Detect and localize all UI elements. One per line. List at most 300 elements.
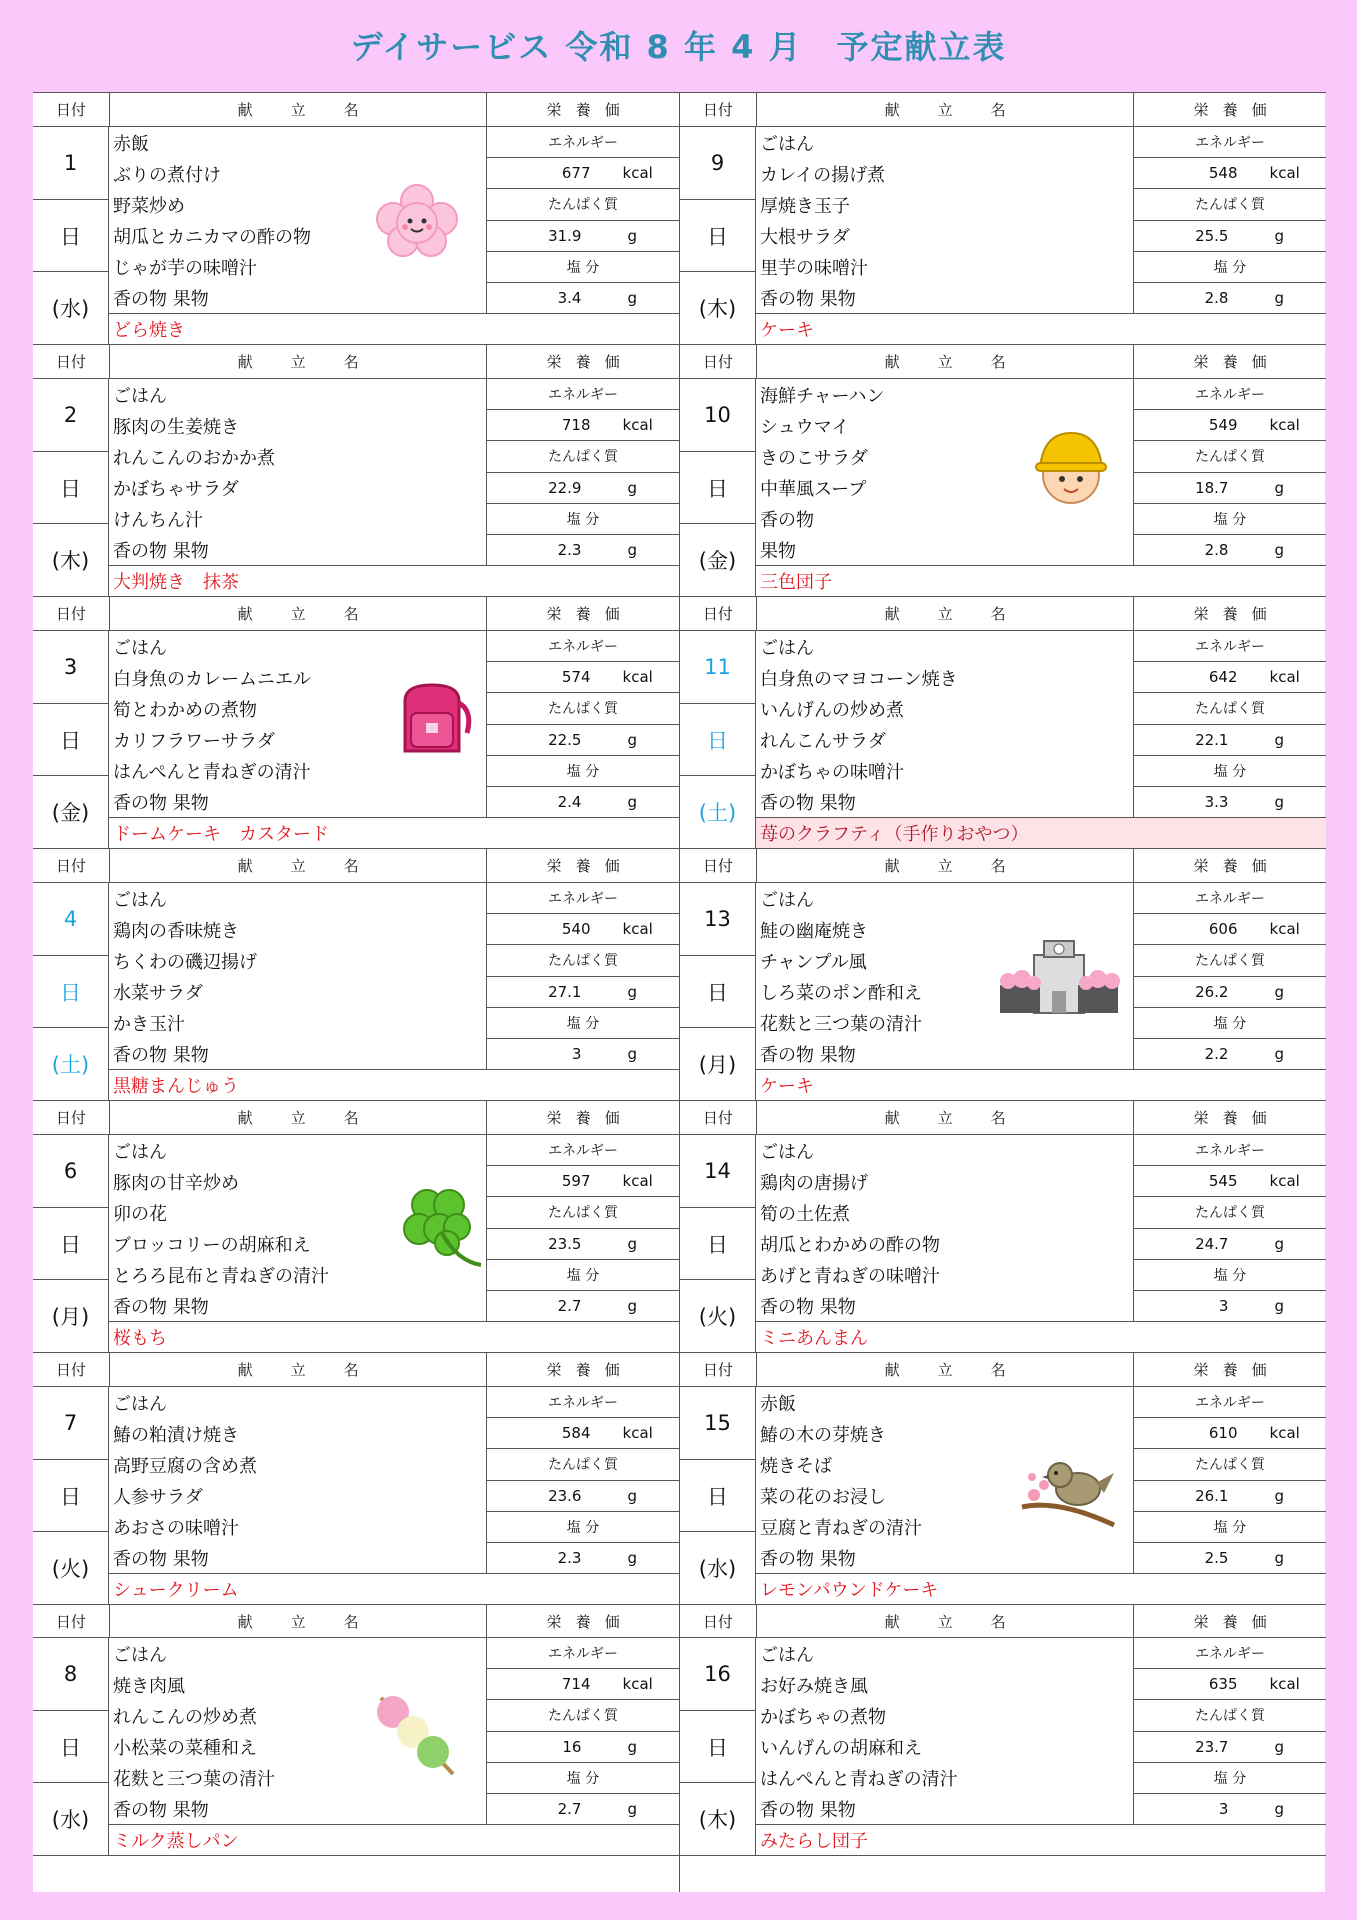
dish-list bbox=[756, 1135, 1134, 1321]
protein-value: 16 g bbox=[487, 1731, 679, 1762]
protein-label: たんぱく質 bbox=[487, 1196, 679, 1227]
dish-item: かき玉汁 bbox=[113, 1013, 185, 1035]
header-nutrition: 栄養価 bbox=[546, 605, 634, 623]
header-day: 日付 bbox=[33, 849, 110, 882]
block-header bbox=[680, 345, 1326, 379]
dish-item: 香の物 果物 bbox=[760, 792, 856, 814]
dish-item: 香の物 果物 bbox=[760, 1044, 856, 1066]
day-block-16 bbox=[680, 1604, 1326, 1856]
dish-item: 菜の花のお浸し bbox=[760, 1486, 886, 1508]
date-weekday: (水) bbox=[33, 271, 108, 344]
salt-value: 2.5 g bbox=[1134, 1542, 1326, 1573]
header-menu: 献立名 bbox=[110, 1605, 487, 1637]
date-weekday: (月) bbox=[33, 1279, 108, 1352]
menu-rows bbox=[109, 1638, 679, 1824]
nutrition-column bbox=[487, 127, 679, 313]
right-column bbox=[679, 92, 1326, 1892]
date-number: 13 bbox=[704, 906, 731, 931]
dish-item: 海鮮チャーハン bbox=[760, 385, 885, 407]
dish-item: とろろ昆布と青ねぎの清汁 bbox=[113, 1265, 329, 1287]
salt-label: 塩 分 bbox=[1134, 1511, 1326, 1542]
date-number: 10 bbox=[704, 402, 731, 427]
nutrition-column bbox=[487, 379, 679, 565]
salt-label: 塩 分 bbox=[487, 1511, 679, 1542]
day-block-10 bbox=[680, 344, 1326, 596]
protein-label: たんぱく質 bbox=[1134, 1448, 1326, 1479]
energy-label: エネルギー bbox=[548, 891, 618, 908]
menu-area bbox=[756, 631, 1326, 848]
energy-label: エネルギー bbox=[1195, 1143, 1265, 1160]
date-weekday: (月) bbox=[680, 1027, 755, 1100]
block-body bbox=[33, 1135, 679, 1352]
dish-item: ごはん bbox=[760, 133, 814, 155]
protein-value: 31.9 g bbox=[487, 220, 679, 251]
dish-item: 香の物 果物 bbox=[113, 540, 209, 562]
block-body bbox=[680, 1638, 1326, 1855]
dish-item: 香の物 果物 bbox=[760, 1799, 856, 1821]
dish-item: 小松菜の菜種和え bbox=[113, 1737, 257, 1759]
block-body bbox=[33, 883, 679, 1100]
dish-item: れんこんのおかか煮 bbox=[113, 447, 275, 469]
date-cell bbox=[33, 1135, 109, 1352]
salt-value: 3.3 g bbox=[1134, 786, 1326, 817]
dish-item: しろ菜のポン酢和え bbox=[760, 982, 922, 1004]
date-day-char: 日 bbox=[33, 1207, 108, 1280]
header-menu: 献立名 bbox=[110, 1353, 487, 1386]
energy-value: 606 kcal bbox=[1134, 913, 1326, 944]
nutrition-column bbox=[1134, 127, 1326, 313]
header-day: 日付 bbox=[680, 849, 757, 882]
header-day: 日付 bbox=[680, 597, 757, 630]
dish-item: ごはん bbox=[760, 1644, 814, 1666]
date-cell bbox=[680, 127, 756, 344]
menu-area bbox=[756, 1387, 1326, 1604]
menu-rows bbox=[109, 1387, 679, 1573]
day-block-6 bbox=[33, 1100, 679, 1352]
dish-item: 筍の土佐煮 bbox=[760, 1203, 850, 1225]
salt-label: 塩 分 bbox=[1134, 503, 1326, 534]
header-nutrition: 栄養価 bbox=[546, 101, 634, 119]
dish-item: 中華風スープ bbox=[760, 478, 867, 500]
block-body bbox=[680, 631, 1326, 848]
date-day-char: 日 bbox=[680, 451, 755, 524]
protein-label: たんぱく質 bbox=[487, 692, 679, 723]
salt-label: 塩 分 bbox=[1134, 1259, 1326, 1290]
dish-item: 焼き肉風 bbox=[113, 1675, 185, 1697]
header-menu: 献立名 bbox=[757, 1605, 1134, 1637]
dish-item: 水菜サラダ bbox=[113, 982, 203, 1004]
menu-rows bbox=[109, 379, 679, 565]
dish-item: はんぺんと青ねぎの清汁 bbox=[760, 1768, 958, 1790]
dish-item: 鶏肉の香味焼き bbox=[113, 920, 239, 942]
energy-label: エネルギー bbox=[1195, 135, 1265, 152]
menu-area bbox=[109, 1135, 679, 1352]
salt-label: 塩 分 bbox=[1134, 1007, 1326, 1038]
salt-label: 塩 分 bbox=[487, 1007, 679, 1038]
snack-row: レモンパウンドケーキ bbox=[756, 1573, 1326, 1604]
dish-item: 厚焼き玉子 bbox=[760, 195, 850, 217]
dish-list bbox=[756, 631, 1134, 817]
date-day-char: 日 bbox=[33, 703, 108, 776]
nutrition-column bbox=[487, 1135, 679, 1321]
dish-item: 鮭の幽庵焼き bbox=[760, 920, 868, 942]
salt-label: 塩 分 bbox=[1134, 1762, 1326, 1793]
menu-area bbox=[756, 883, 1326, 1100]
dish-item: ごはん bbox=[760, 1141, 814, 1163]
menu-rows bbox=[756, 127, 1326, 313]
date-number: 14 bbox=[704, 1158, 731, 1183]
snack-row: ケーキ bbox=[756, 1069, 1326, 1100]
header-menu: 献立名 bbox=[757, 1353, 1134, 1386]
header-menu: 献立名 bbox=[757, 1101, 1134, 1134]
dish-item: 鰆の粕漬け焼き bbox=[113, 1424, 239, 1446]
menu-rows bbox=[109, 1135, 679, 1321]
header-nutrition: 栄養価 bbox=[1193, 101, 1281, 119]
energy-value: 610 kcal bbox=[1134, 1417, 1326, 1448]
salt-value: 3 g bbox=[1134, 1290, 1326, 1321]
dish-item: じゃが芋の味噌汁 bbox=[113, 257, 257, 279]
energy-value: 635 kcal bbox=[1134, 1668, 1326, 1699]
protein-value: 23.7 g bbox=[1134, 1731, 1326, 1762]
nutrition-column bbox=[1134, 379, 1326, 565]
dish-item: 豚肉の甘辛炒め bbox=[113, 1172, 239, 1194]
dish-item: 香の物 果物 bbox=[113, 1296, 209, 1318]
menu-area bbox=[109, 1638, 679, 1855]
menu-rows bbox=[756, 1387, 1326, 1573]
date-weekday: (木) bbox=[680, 1782, 755, 1855]
dish-item: ごはん bbox=[113, 637, 167, 659]
date-cell bbox=[680, 379, 756, 596]
dish-item: チャンプル風 bbox=[760, 951, 867, 973]
header-nutrition: 栄養価 bbox=[546, 857, 634, 875]
block-header bbox=[680, 1353, 1326, 1387]
dish-item: 胡瓜とカニカマの酢の物 bbox=[113, 226, 311, 248]
header-day: 日付 bbox=[33, 597, 110, 630]
block-header bbox=[33, 597, 679, 631]
dango-icon bbox=[371, 1690, 461, 1784]
day-block-14 bbox=[680, 1100, 1326, 1352]
salt-label: 塩 分 bbox=[487, 1259, 679, 1290]
date-number: 1 bbox=[63, 150, 78, 175]
dish-item: シュウマイ bbox=[760, 416, 850, 438]
salt-value: 2.8 g bbox=[1134, 282, 1326, 313]
energy-label: エネルギー bbox=[548, 1646, 618, 1663]
header-menu: 献立名 bbox=[757, 345, 1134, 378]
snack-row: どら焼き bbox=[109, 313, 679, 344]
date-number: 15 bbox=[704, 1410, 731, 1435]
dish-item: はんぺんと青ねぎの清汁 bbox=[113, 761, 311, 783]
menu-area bbox=[756, 127, 1326, 344]
day-block-1 bbox=[33, 92, 679, 344]
date-day-char: 日 bbox=[680, 955, 755, 1028]
menu-rows bbox=[756, 883, 1326, 1069]
date-cell bbox=[680, 631, 756, 848]
day-block-3 bbox=[33, 596, 679, 848]
snack-row: ミニあんまん bbox=[756, 1321, 1326, 1352]
block-header bbox=[33, 1605, 679, 1638]
salt-value: 2.7 g bbox=[487, 1290, 679, 1321]
energy-value: 548 kcal bbox=[1134, 157, 1326, 188]
protein-value: 22.9 g bbox=[487, 472, 679, 503]
block-body bbox=[680, 127, 1326, 344]
dish-item: 豚肉の生姜焼き bbox=[113, 416, 239, 438]
dish-item: 豆腐と青ねぎの清汁 bbox=[760, 1517, 922, 1539]
date-cell bbox=[33, 1638, 109, 1855]
dish-list bbox=[109, 1387, 487, 1573]
salt-label: 塩 分 bbox=[487, 755, 679, 786]
dish-item: ちくわの磯辺揚げ bbox=[113, 951, 257, 973]
block-body bbox=[33, 1638, 679, 1855]
left-column bbox=[33, 92, 679, 1892]
date-weekday: (火) bbox=[33, 1531, 108, 1604]
header-nutrition: 栄養価 bbox=[1193, 605, 1281, 623]
dish-item: あげと青ねぎの味噌汁 bbox=[760, 1265, 940, 1287]
header-nutrition: 栄養価 bbox=[546, 1612, 634, 1631]
header-day: 日付 bbox=[680, 345, 757, 378]
menu-rows bbox=[756, 379, 1326, 565]
protein-value: 26.1 g bbox=[1134, 1480, 1326, 1511]
date-day-char: 日 bbox=[33, 1710, 108, 1783]
protein-label: たんぱく質 bbox=[1134, 692, 1326, 723]
date-day-char: 日 bbox=[680, 703, 755, 776]
protein-label: たんぱく質 bbox=[487, 1448, 679, 1479]
dish-item: カレイの揚げ煮 bbox=[760, 164, 886, 186]
energy-value: 545 kcal bbox=[1134, 1165, 1326, 1196]
date-day-char: 日 bbox=[680, 1459, 755, 1532]
block-body bbox=[33, 127, 679, 344]
salt-value: 2.4 g bbox=[487, 786, 679, 817]
snack-row: ドームケーキ カスタード bbox=[109, 817, 679, 848]
header-day: 日付 bbox=[33, 1101, 110, 1134]
dish-list bbox=[756, 1638, 1134, 1824]
snack-row: ケーキ bbox=[756, 313, 1326, 344]
energy-value: 714 kcal bbox=[487, 1668, 679, 1699]
date-day-char: 日 bbox=[33, 1459, 108, 1532]
protein-label: たんぱく質 bbox=[1134, 944, 1326, 975]
dish-item: かぼちゃサラダ bbox=[113, 478, 239, 500]
date-cell bbox=[680, 1638, 756, 1855]
date-number: 7 bbox=[63, 1410, 78, 1435]
day-block-4 bbox=[33, 848, 679, 1100]
protein-label: たんぱく質 bbox=[487, 440, 679, 471]
date-cell bbox=[33, 127, 109, 344]
block-header bbox=[33, 1101, 679, 1135]
dish-item: 花麩と三つ葉の清汁 bbox=[760, 1013, 922, 1035]
date-day-char: 日 bbox=[680, 1207, 755, 1280]
energy-label: エネルギー bbox=[1195, 1646, 1265, 1663]
dish-item: れんこんの炒め煮 bbox=[113, 1706, 257, 1728]
header-nutrition: 栄養価 bbox=[546, 353, 634, 371]
dish-item: ごはん bbox=[113, 1393, 167, 1415]
date-weekday: (木) bbox=[33, 523, 108, 596]
menu-area bbox=[109, 379, 679, 596]
dish-item: ごはん bbox=[760, 889, 814, 911]
dish-item: 白身魚のカレームニエル bbox=[113, 668, 311, 690]
dish-item: 香の物 果物 bbox=[113, 1044, 209, 1066]
header-menu: 献立名 bbox=[110, 345, 487, 378]
day-block-9 bbox=[680, 92, 1326, 344]
menu-area bbox=[109, 1387, 679, 1604]
nutrition-column bbox=[1134, 883, 1326, 1069]
energy-value: 597 kcal bbox=[487, 1165, 679, 1196]
snack-row: みたらし団子 bbox=[756, 1824, 1326, 1855]
salt-value: 2.8 g bbox=[1134, 534, 1326, 565]
snack-row: シュークリーム bbox=[109, 1573, 679, 1604]
menu-area bbox=[109, 127, 679, 344]
salt-value: 2.7 g bbox=[487, 1793, 679, 1824]
dish-item: あおさの味噌汁 bbox=[113, 1517, 239, 1539]
protein-label: たんぱく質 bbox=[487, 944, 679, 975]
date-number: 3 bbox=[63, 654, 78, 679]
dish-item: 鶏肉の唐揚げ bbox=[760, 1172, 868, 1194]
block-header bbox=[680, 1101, 1326, 1135]
protein-label: たんぱく質 bbox=[1134, 440, 1326, 471]
dish-item: いんげんの胡麻和え bbox=[760, 1737, 922, 1759]
nutrition-column bbox=[1134, 1135, 1326, 1321]
date-number: 2 bbox=[63, 402, 78, 427]
date-cell bbox=[680, 1387, 756, 1604]
dish-item: ごはん bbox=[113, 1644, 167, 1666]
date-weekday: (木) bbox=[680, 271, 755, 344]
dish-item: 香の物 bbox=[760, 509, 814, 531]
header-menu: 献立名 bbox=[757, 93, 1134, 126]
header-menu: 献立名 bbox=[110, 597, 487, 630]
menu-area bbox=[109, 631, 679, 848]
header-day: 日付 bbox=[33, 1353, 110, 1386]
header-menu: 献立名 bbox=[110, 849, 487, 882]
energy-label: エネルギー bbox=[548, 1143, 618, 1160]
nutrition-column bbox=[487, 883, 679, 1069]
block-body bbox=[680, 1387, 1326, 1604]
protein-value: 18.7 g bbox=[1134, 472, 1326, 503]
dish-item: カリフラワーサラダ bbox=[113, 730, 275, 752]
snack-row: 大判焼き 抹茶 bbox=[109, 565, 679, 596]
block-header bbox=[680, 849, 1326, 883]
snack-row: 苺のクラフティ（手作りおやつ） bbox=[756, 817, 1326, 848]
dish-item: 大根サラダ bbox=[760, 226, 850, 248]
protein-value: 27.1 g bbox=[487, 976, 679, 1007]
header-nutrition: 栄養価 bbox=[1193, 353, 1281, 371]
salt-value: 3 g bbox=[487, 1038, 679, 1069]
header-nutrition: 栄養価 bbox=[546, 1361, 634, 1379]
dish-item: 赤飯 bbox=[113, 133, 149, 155]
energy-label: エネルギー bbox=[1195, 891, 1265, 908]
nutrition-column bbox=[1134, 631, 1326, 817]
block-header bbox=[33, 1353, 679, 1387]
dish-item: 鰆の木の芽焼き bbox=[760, 1424, 886, 1446]
dish-item: 花麩と三つ葉の清汁 bbox=[113, 1768, 275, 1790]
clover-icon bbox=[397, 1183, 487, 1277]
protein-value: 26.2 g bbox=[1134, 976, 1326, 1007]
date-number: 9 bbox=[710, 150, 725, 175]
date-number: 11 bbox=[704, 654, 731, 679]
block-header bbox=[33, 93, 679, 127]
dish-item: お好み焼き風 bbox=[760, 1675, 868, 1697]
dish-item: かぼちゃの味噌汁 bbox=[760, 761, 904, 783]
block-body bbox=[33, 631, 679, 848]
date-cell bbox=[33, 883, 109, 1100]
energy-value: 677 kcal bbox=[487, 157, 679, 188]
salt-label: 塩 分 bbox=[487, 503, 679, 534]
nutrition-column bbox=[487, 1638, 679, 1824]
dish-item: ブロッコリーの胡麻和え bbox=[113, 1234, 311, 1256]
sakura-icon bbox=[367, 179, 467, 263]
dish-item: 香の物 果物 bbox=[113, 288, 209, 310]
protein-label: たんぱく質 bbox=[487, 1699, 679, 1730]
dish-item: 香の物 果物 bbox=[113, 792, 209, 814]
header-day: 日付 bbox=[33, 93, 110, 126]
header-day: 日付 bbox=[33, 1605, 110, 1637]
dish-item: 香の物 果物 bbox=[760, 1548, 856, 1570]
energy-label: エネルギー bbox=[548, 1395, 618, 1412]
header-day: 日付 bbox=[33, 345, 110, 378]
dish-list bbox=[109, 883, 487, 1069]
dish-list bbox=[756, 127, 1134, 313]
salt-label: 塩 分 bbox=[1134, 755, 1326, 786]
menu-area bbox=[756, 1135, 1326, 1352]
protein-label: たんぱく質 bbox=[1134, 1196, 1326, 1227]
salt-label: 塩 分 bbox=[487, 251, 679, 282]
dish-item: 白身魚のマヨコーン焼き bbox=[760, 668, 958, 690]
block-body bbox=[680, 883, 1326, 1100]
energy-value: 642 kcal bbox=[1134, 661, 1326, 692]
date-day-char: 日 bbox=[33, 955, 108, 1028]
energy-label: エネルギー bbox=[1195, 639, 1265, 656]
protein-label: たんぱく質 bbox=[487, 188, 679, 219]
protein-label: たんぱく質 bbox=[1134, 188, 1326, 219]
energy-value: 549 kcal bbox=[1134, 409, 1326, 440]
protein-value: 25.5 g bbox=[1134, 220, 1326, 251]
date-day-char: 日 bbox=[33, 199, 108, 272]
dish-item: 香の物 果物 bbox=[113, 1799, 209, 1821]
header-nutrition: 栄養価 bbox=[1193, 1109, 1281, 1127]
energy-value: 584 kcal bbox=[487, 1417, 679, 1448]
header-menu: 献立名 bbox=[110, 1101, 487, 1134]
header-nutrition: 栄養価 bbox=[546, 1109, 634, 1127]
protein-label: たんぱく質 bbox=[1134, 1699, 1326, 1730]
dish-item: かぼちゃの煮物 bbox=[760, 1706, 886, 1728]
dish-item: 果物 bbox=[760, 540, 796, 562]
dish-item: いんげんの炒め煮 bbox=[760, 699, 904, 721]
menu-rows bbox=[756, 631, 1326, 817]
energy-label: エネルギー bbox=[1195, 387, 1265, 404]
menu-rows bbox=[109, 127, 679, 313]
header-day: 日付 bbox=[680, 93, 757, 126]
block-body bbox=[680, 379, 1326, 596]
dish-item: 香の物 果物 bbox=[113, 1548, 209, 1570]
block-header bbox=[680, 1605, 1326, 1638]
randoseru-icon bbox=[387, 681, 477, 763]
nutrition-column bbox=[487, 631, 679, 817]
salt-value: 3.4 g bbox=[487, 282, 679, 313]
dish-item: ごはん bbox=[113, 1141, 167, 1163]
date-cell bbox=[33, 379, 109, 596]
salt-value: 2.3 g bbox=[487, 534, 679, 565]
header-day: 日付 bbox=[680, 1101, 757, 1134]
snack-row: ミルク蒸しパン bbox=[109, 1824, 679, 1855]
date-cell bbox=[680, 1135, 756, 1352]
dish-item: けんちん汁 bbox=[113, 509, 203, 531]
date-cell bbox=[33, 631, 109, 848]
date-weekday: (火) bbox=[680, 1279, 755, 1352]
dish-item: 胡瓜とわかめの酢の物 bbox=[760, 1234, 940, 1256]
dish-item: 野菜炒め bbox=[113, 195, 185, 217]
date-cell bbox=[680, 883, 756, 1100]
salt-value: 2.3 g bbox=[487, 1542, 679, 1573]
menu-rows bbox=[756, 1638, 1326, 1824]
date-number: 8 bbox=[63, 1661, 78, 1686]
dish-item: きのこサラダ bbox=[760, 447, 868, 469]
